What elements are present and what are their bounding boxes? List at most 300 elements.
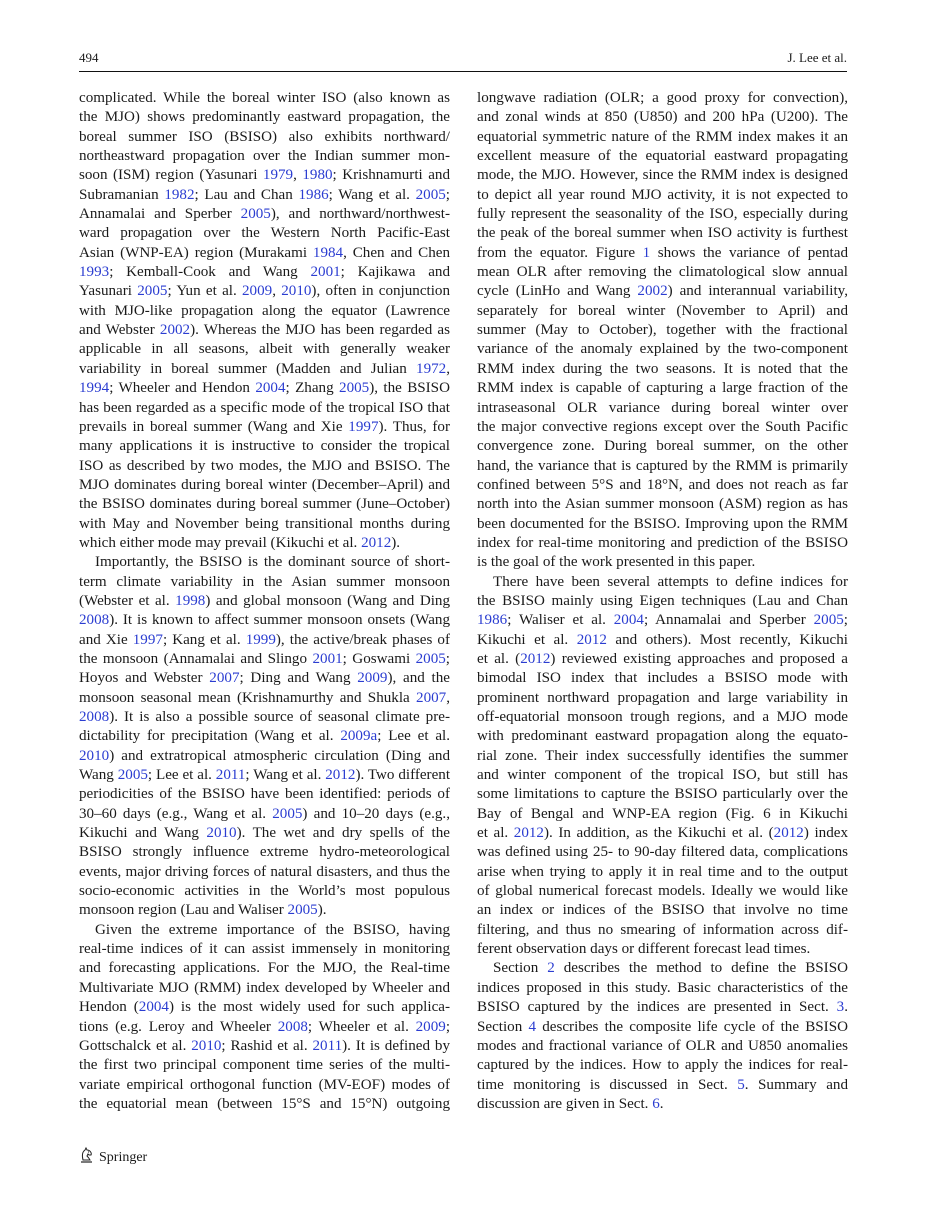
text-run: northeastward propagation over the Indian summer mon-: [79, 148, 450, 165]
text-run: ; Krishnamurti and: [332, 167, 450, 184]
text-run: mean OLR after removing the climatological slow annual: [477, 264, 848, 281]
text-run: MJO dominates during boreal winter (December–April) and: [79, 476, 450, 493]
text-run: ; Zhang: [285, 380, 340, 397]
citation-link[interactable]: 1986: [298, 186, 329, 203]
citation-link[interactable]: 2001: [310, 264, 341, 281]
text-line: [477, 1056, 848, 1075]
text-line: [79, 592, 450, 611]
text-run: some limitations to capture the BSISO particularly over the: [477, 786, 848, 803]
text-line: [79, 611, 450, 630]
text-line: [477, 1037, 848, 1056]
text-line: [477, 360, 848, 379]
text-line: [477, 108, 848, 127]
text-line: [477, 979, 848, 998]
citation-link[interactable]: 2012: [325, 767, 356, 784]
text-line: [477, 399, 848, 418]
text-run: intraseasonal OLR variance during boreal winter over: [477, 399, 848, 416]
text-run: the major convective regions except over the South Pacific: [477, 418, 848, 435]
text-line: [79, 399, 450, 418]
text-line: [79, 882, 450, 901]
text-line: [477, 631, 848, 650]
text-run: the monsoon (Annamalai and Slingo: [79, 650, 313, 667]
text-run: ). It is known to affect summer monsoon onsets (Wang: [109, 612, 450, 629]
text-run: discussion are given in Sect.: [477, 1095, 653, 1112]
text-run: Kikuchi et al.: [477, 631, 577, 648]
citation-link[interactable]: 1979: [262, 167, 294, 184]
text-run: applicable in all seasons, albeit with generally weaker: [79, 341, 450, 358]
text-line: [477, 708, 848, 727]
text-line: [79, 766, 450, 785]
text-run: Bay of Bengal and WNP-EA region (Fig. 6 in Kikuchi: [477, 805, 848, 822]
text-line: [477, 302, 848, 321]
text-run: off-equatorial monsoon trough regions, and a MJO mode: [477, 709, 848, 725]
springer-knight-icon: [79, 1146, 95, 1169]
citation-link[interactable]: 1998: [175, 592, 206, 609]
text-run: BSISO captured by the indices are presented in Sect.: [477, 999, 837, 1016]
text-run: ; Lau and Chan: [194, 186, 299, 203]
text-line: [79, 495, 450, 514]
text-run: ). Whereas the MJO has been regarded as: [190, 322, 450, 339]
text-line: [477, 244, 848, 263]
text-run: index for real-time monitoring and prediction of the BSISO: [477, 534, 848, 551]
text-run: Hoyos and Webster: [79, 670, 210, 687]
text-run: ), the active/break phases of: [275, 631, 450, 648]
text-run: is the goal of the work presented in this paper.: [477, 554, 756, 571]
right-column: [477, 89, 848, 1114]
text-line: [477, 901, 848, 920]
text-run: separately for boreal winter (November to April) and: [477, 302, 848, 319]
text-line: [477, 147, 848, 166]
text-run: Section: [477, 1018, 529, 1035]
text-line: [79, 476, 450, 495]
text-run: describes the composite life cycle of the BSISO: [536, 1018, 848, 1035]
text-run: the equatorial mean (between 15°S and 15°N) outgoing: [79, 1095, 450, 1112]
text-line: [79, 573, 450, 592]
text-run: Yasunari: [79, 283, 138, 300]
text-line: [477, 321, 848, 340]
text-line: [79, 631, 450, 650]
citation-link[interactable]: 1997: [132, 631, 163, 648]
text-line: [79, 282, 450, 301]
text-line: [79, 1018, 450, 1037]
text-run: 30–60 days (e.g., Wang et al.: [79, 805, 273, 822]
text-line: [79, 921, 450, 940]
text-run: ), often in conjunction: [311, 283, 450, 300]
citation-link[interactable]: 2008: [277, 1018, 308, 1035]
text-line: [79, 979, 450, 998]
citation-link[interactable]: 3: [836, 999, 845, 1016]
text-line: [477, 940, 848, 959]
citation-link[interactable]: 2002: [637, 283, 668, 300]
text-run: ;: [445, 1018, 450, 1035]
text-run: of global numerical forecast models. Ideally we would like: [477, 883, 848, 900]
text-line: [477, 863, 848, 882]
text-run: real-time indices of it can assist immensely in monitoring: [79, 941, 450, 958]
text-run: the peak of the boreal summer when ISO activity is furthest: [477, 225, 848, 242]
text-run: ;: [445, 186, 450, 203]
text-run: monsoon region (Lau and Waliser: [79, 902, 288, 919]
text-line: [79, 89, 450, 108]
text-line: [477, 457, 848, 476]
text-line: [79, 805, 450, 824]
citation-link[interactable]: 2011: [215, 767, 246, 784]
text-line: [477, 747, 848, 766]
text-line: [79, 186, 450, 205]
text-run: .: [659, 1095, 664, 1112]
citation-link[interactable]: 2001: [312, 650, 343, 667]
text-run: ) is the most widely used for such applica-: [168, 999, 450, 1016]
text-run: ; Kang et al.: [162, 631, 246, 648]
text-run: shows the variance of pentad: [650, 244, 848, 261]
text-run: prominent northward propagation and large variability in: [477, 689, 848, 706]
text-run: rial zone. Their index successfully identifies the summer: [477, 747, 848, 764]
citation-link[interactable]: 1999: [245, 631, 276, 648]
text-run: ), the BSISO: [369, 380, 450, 397]
text-line: [477, 573, 848, 592]
text-line: [79, 843, 450, 862]
text-line: [79, 437, 450, 456]
text-run: ISO as described by two modes, the MJO and BSISO. The: [79, 457, 450, 474]
text-run: north into the Asian summer monsoon (ASM) region as has: [477, 496, 848, 513]
text-run: with MJO-like propagation along the equator (Lawrence: [79, 302, 450, 319]
text-line: [477, 727, 848, 746]
text-run: ; Wheeler and Hendon: [109, 380, 256, 397]
text-run: captured by the indices. How to apply the indices for real-: [477, 1057, 848, 1074]
text-run: ,: [293, 167, 303, 184]
text-line: [477, 1095, 848, 1114]
text-run: ; Goswami: [342, 650, 416, 667]
text-line: [79, 708, 450, 727]
text-run: ; Wang et al.: [328, 186, 416, 203]
citation-link[interactable]: 2007: [416, 689, 447, 706]
text-line: [79, 998, 450, 1017]
text-run: et al. (: [477, 650, 521, 667]
text-run: term climate variability in the Asian summer monsoon: [79, 573, 450, 590]
text-line: [477, 553, 848, 572]
text-run: been documented for the BSISO. Improving upon the RMM: [477, 515, 848, 532]
citation-link[interactable]: 2012: [513, 825, 544, 842]
text-line: [79, 534, 450, 553]
text-run: was defined using 25- to 90-day filtered data, complications: [477, 844, 848, 861]
text-run: ; Kajikawa and: [340, 264, 450, 281]
text-run: Kikuchi and Wang: [79, 825, 207, 842]
citation-link[interactable]: 1984: [312, 244, 344, 261]
citation-link[interactable]: 2005: [339, 380, 370, 397]
text-run: variate empirical orthogonal function (MV-EOF) modes of: [79, 1076, 450, 1093]
text-line: [79, 1037, 450, 1056]
citation-link[interactable]: 2007: [209, 670, 240, 687]
text-run: Hendon (: [79, 999, 139, 1016]
text-run: ). It is also a possible source of seasonal climate pre-: [109, 709, 450, 725]
text-run: ) and global monsoon (Wang and Ding: [205, 592, 450, 609]
text-run: ). The wet and dry spells of the: [236, 825, 450, 842]
text-line: [477, 224, 848, 243]
citation-link[interactable]: 2009: [415, 1018, 446, 1035]
text-line: [477, 263, 848, 282]
text-run: ;: [843, 612, 848, 629]
header-rule: [79, 71, 847, 72]
text-line: [477, 476, 848, 495]
citation-link[interactable]: 2004: [613, 612, 644, 629]
text-run: et al.: [477, 825, 514, 842]
citation-link[interactable]: 5: [737, 1076, 745, 1093]
citation-link[interactable]: 2010: [191, 1037, 222, 1054]
text-line: [477, 1018, 848, 1037]
text-line: [477, 89, 848, 108]
text-run: confined between 5°S and 18°N, and does not reach as far: [477, 476, 848, 493]
text-line: [477, 998, 848, 1017]
citation-link[interactable]: 1: [642, 244, 651, 261]
text-run: . Summary and: [744, 1076, 848, 1093]
text-run: ; Wang et al.: [245, 767, 326, 784]
text-line: [79, 457, 450, 476]
citation-link[interactable]: 2010: [79, 747, 110, 764]
citation-link[interactable]: 2010: [206, 825, 237, 842]
text-line: [79, 940, 450, 959]
text-run: excellent measure of the equatorial eastward propagating: [477, 148, 848, 165]
text-run: (Webster et al.: [79, 592, 176, 609]
text-run: ; Wheeler et al.: [307, 1018, 416, 1035]
citation-link[interactable]: 2005: [117, 767, 148, 784]
text-line: [79, 669, 450, 688]
citation-link[interactable]: 2005: [240, 206, 271, 223]
text-run: and Xie: [79, 631, 133, 648]
text-run: ). In addition, as the Kikuchi et al. (: [543, 825, 774, 842]
text-run: ; Yun et al.: [167, 283, 242, 300]
text-line: [79, 1095, 450, 1114]
text-run: and zonal winds at 850 (U850) and 200 hPa (U200). The: [477, 109, 848, 126]
citation-link[interactable]: 6: [652, 1095, 660, 1112]
citation-link[interactable]: 1997: [348, 418, 379, 435]
text-line: [477, 534, 848, 553]
text-run: time monitoring is discussed in Sect.: [477, 1076, 738, 1093]
page-footer: [79, 1146, 147, 1169]
text-run: ; Lee et al.: [377, 728, 450, 745]
text-run: the BSISO mainly using Eigen techniques (Lau and Chan: [477, 592, 848, 609]
text-line: [477, 592, 848, 611]
text-line: [79, 302, 450, 321]
text-line: [477, 495, 848, 514]
text-line: [79, 1076, 450, 1095]
text-run: modes and fractional variance of OLR and U850 anomalies: [477, 1037, 848, 1054]
text-run: arise when trying to apply it in real time and to the output: [477, 863, 848, 880]
text-run: mode, the MJO. However, since the RMM index is designed: [477, 167, 848, 184]
citation-link[interactable]: 1972: [416, 360, 447, 377]
citation-link[interactable]: 4: [528, 1018, 537, 1035]
text-run: many applications it is instructive to consider the tropical: [79, 438, 450, 455]
text-run: variance of the anomaly explained by the two-component: [477, 341, 848, 358]
citation-link[interactable]: 2005: [415, 650, 446, 667]
text-run: from the equator. Figure: [477, 244, 643, 261]
text-line: [79, 959, 450, 978]
text-line: [79, 553, 450, 572]
text-run: ). Thus, for: [378, 418, 450, 435]
citation-link[interactable]: 2011: [312, 1037, 343, 1054]
text-line: [79, 108, 450, 127]
citation-link[interactable]: 2005: [813, 612, 844, 629]
text-line: [79, 128, 450, 147]
page-number: 494: [79, 50, 99, 65]
text-run: ).: [317, 902, 327, 919]
text-line: [477, 205, 848, 224]
text-line: [477, 379, 848, 398]
text-line: [79, 166, 450, 185]
text-line: [79, 824, 450, 843]
text-run: and others). Most recently, Kikuchi: [606, 631, 848, 648]
left-column: [79, 89, 450, 1114]
text-run: Asian (WNP-EA) region (Murakami: [79, 244, 313, 261]
text-run: Annamalai and Sperber: [79, 206, 241, 223]
citation-link[interactable]: 2010: [281, 283, 312, 300]
citation-link[interactable]: 2005: [272, 805, 303, 822]
text-run: ,: [272, 283, 282, 300]
citation-link[interactable]: 2012: [576, 631, 607, 648]
text-run: cycle (LinHo and Wang: [477, 283, 638, 300]
text-run: Given the extreme importance of the BSISO, having: [95, 921, 450, 938]
text-run: and winter component of the tropical ISO, but still has: [477, 767, 848, 784]
text-line: [477, 805, 848, 824]
text-run: with May and November being transitional months during: [79, 515, 450, 532]
text-line: [477, 166, 848, 185]
text-run: boreal summer ISO (BSISO) also exhibits northward/: [79, 128, 450, 145]
text-line: [79, 650, 450, 669]
text-run: ; Waliser et al.: [507, 612, 614, 629]
text-line: [79, 224, 450, 243]
text-run: RMM index is capable of capturing a large fraction of the: [477, 380, 848, 397]
text-run: RMM index during the two seasons. It is noted that the: [477, 360, 848, 377]
text-line: [79, 515, 450, 534]
text-run: Section: [493, 960, 548, 977]
citation-link[interactable]: 2009: [242, 283, 273, 300]
text-run: ; Annamalai and Sperber: [643, 612, 814, 629]
text-line: [79, 689, 450, 708]
text-run: filtering, and thus no smearing of information across dif-: [477, 921, 848, 938]
text-run: ferent observation days or different forecast lead times.: [477, 941, 811, 958]
text-run: tions (e.g. Leroy and Wheeler: [79, 1018, 278, 1035]
citation-link[interactable]: 1986: [477, 612, 508, 629]
text-run: ;: [445, 650, 450, 667]
text-line: [79, 863, 450, 882]
running-head: J. Lee et al.: [787, 50, 847, 65]
text-run: .: [844, 999, 848, 1016]
text-run: ward propagation over the Western North Pacific-East: [79, 225, 450, 242]
citation-link[interactable]: 2009: [357, 670, 388, 687]
text-run: Gottschalck et al.: [79, 1037, 192, 1054]
text-run: ). It is defined by: [342, 1037, 450, 1054]
text-line: [79, 360, 450, 379]
text-run: equatorial symmetric nature of the RMM index makes it an: [477, 128, 848, 145]
publisher-name: Springer: [99, 1149, 148, 1165]
citation-link[interactable]: 1994: [79, 380, 110, 397]
text-run: describes the method to define the BSISO: [554, 960, 848, 977]
text-line: [79, 785, 450, 804]
citation-link[interactable]: 2008: [79, 612, 110, 629]
text-line: [79, 321, 450, 340]
text-run: with predominant eastward propagation along the equato-: [477, 728, 848, 745]
text-run: indices proposed in this study. Basic characteristics of the: [477, 979, 848, 996]
text-line: [79, 205, 450, 224]
text-line: [477, 282, 848, 301]
text-run: soon (ISM) region (Yasunari: [79, 167, 263, 184]
text-run: socio-economic activities in the World’s most populous: [79, 883, 450, 900]
text-run: ; Rashid et al.: [221, 1037, 313, 1054]
text-line: [477, 515, 848, 534]
citation-link[interactable]: 1980: [302, 167, 333, 184]
text-line: [477, 611, 848, 630]
text-line: [79, 379, 450, 398]
text-line: [477, 921, 848, 940]
text-line: [477, 650, 848, 669]
text-run: has been regarded as a specific mode of the tropical ISO that: [79, 399, 450, 416]
citation-link[interactable]: 2: [547, 960, 555, 977]
text-line: [79, 901, 450, 920]
text-run: ,: [446, 689, 450, 706]
citation-link[interactable]: 2004: [255, 380, 286, 397]
citation-link[interactable]: 2009a: [340, 728, 378, 745]
citation-link[interactable]: 2012: [520, 650, 551, 667]
text-run: the first two principal component time series of the multi-: [79, 1057, 450, 1074]
text-run: ), and the: [387, 670, 450, 687]
text-run: Importantly, the BSISO is the dominant source of short-: [95, 554, 450, 571]
text-run: dictability for precipitation (Wang et al.: [79, 728, 341, 745]
text-run: , Chen and Chen: [343, 244, 450, 261]
citation-link[interactable]: 2008: [79, 709, 110, 725]
citation-link[interactable]: 2002: [159, 322, 191, 339]
text-line: [477, 824, 848, 843]
citation-link[interactable]: 2012: [361, 534, 392, 551]
text-run: ; Kemball-Cook and Wang: [109, 264, 311, 281]
text-run: hand, the variance that is captured by the RMM is primarily: [477, 457, 848, 474]
text-line: [79, 747, 450, 766]
text-line: [477, 959, 848, 978]
text-line: [79, 1056, 450, 1075]
text-run: ; Lee et al.: [147, 767, 216, 784]
text-line: [79, 244, 450, 263]
text-run: Wang: [79, 767, 118, 784]
text-run: the MJO) shows predominantly eastward propagation, the: [79, 109, 450, 126]
citation-link[interactable]: 2005: [415, 186, 446, 203]
text-run: periodicities of the BSISO have been identified: periods of: [79, 786, 450, 803]
citation-link[interactable]: 2005: [137, 283, 168, 300]
text-line: [477, 689, 848, 708]
text-run: and Webster: [79, 322, 160, 339]
text-line: [477, 882, 848, 901]
text-run: complicated. While the boreal winter ISO (also known as: [79, 90, 450, 106]
text-line: [477, 1076, 848, 1095]
text-run: which either mode may prevail (Kikuchi et al.: [79, 534, 362, 551]
text-line: [477, 418, 848, 437]
citation-link[interactable]: 2012: [773, 825, 804, 842]
text-line: [79, 340, 450, 359]
text-line: [477, 340, 848, 359]
citation-link[interactable]: 2004: [138, 999, 169, 1016]
text-run: monsoon seasonal mean (Krishnamurthy and Shukla: [79, 689, 417, 706]
text-run: ), and northward/northwest-: [270, 206, 450, 223]
text-run: ). Two different: [355, 767, 450, 784]
text-run: ,: [446, 360, 450, 377]
text-run: and forecasting applications. For the MJO, the Real-time: [79, 960, 450, 977]
text-run: fully represent the seasonality of the ISO, especially during: [477, 206, 848, 223]
text-run: summer (May to October), together with the fractional: [477, 322, 848, 339]
text-run: ) and interannual variability,: [667, 283, 848, 300]
citation-link[interactable]: 1993: [79, 264, 110, 281]
text-run: the BSISO dominates during boreal summer (June–October): [79, 496, 450, 513]
text-run: ).: [391, 534, 401, 551]
citation-link[interactable]: 2005: [287, 902, 318, 919]
text-run: ; Ding and Wang: [239, 670, 358, 687]
citation-link[interactable]: 1982: [164, 186, 195, 203]
text-run: convergence zone. During boreal summer, on the other: [477, 438, 848, 455]
